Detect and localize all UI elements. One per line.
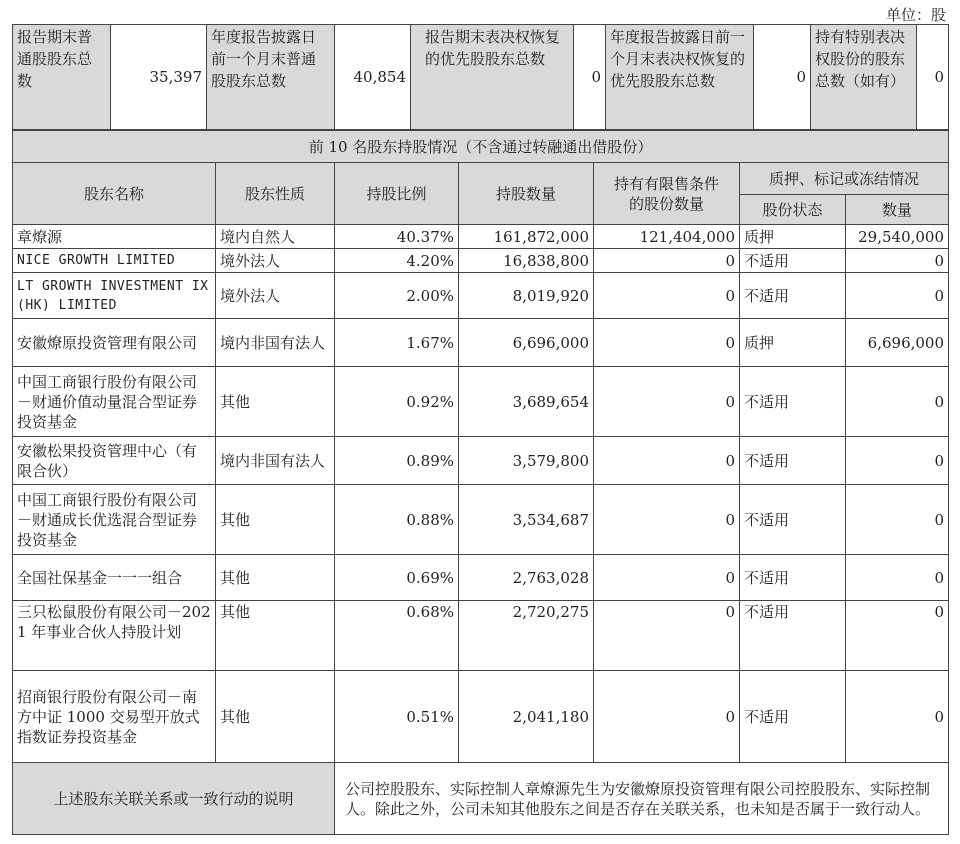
holder-name: 全国社保基金一一一组合 [13,555,216,601]
holder-status: 不适用 [740,671,846,763]
holder-restricted: 0 [594,273,740,319]
table-row [13,225,949,249]
holder-shares: 2,720,275 [459,601,594,671]
holder-name: 安徽燎原投资管理有限公司 [13,319,216,367]
holder-ratio: 0.89% [335,437,459,485]
table-row [13,671,949,763]
holder-restricted: 0 [594,319,740,367]
holder-ratio: 0.68% [335,601,459,671]
holder-ratio: 0.51% [335,671,459,763]
holder-nature: 境内自然人 [216,225,335,249]
summary-label: 持有特别表决权股份的股东总数（如有） [811,25,917,130]
relation-note-row [13,763,949,835]
table-row [13,273,949,319]
header-restricted: 持有有限售条件的股份数量 [594,163,740,225]
top10-shareholders-table [12,130,949,835]
header-ratio: 持股比例 [335,163,459,225]
summary-value: 0 [574,25,606,130]
holder-shares: 3,579,800 [459,437,594,485]
holder-name: NICE GROWTH LIMITED [13,249,216,273]
table-row [13,601,949,671]
holder-restricted: 0 [594,671,740,763]
summary-value: 0 [917,25,949,130]
holder-status: 不适用 [740,555,846,601]
header-pledge-qty: 数量 [846,195,949,225]
holder-restricted: 0 [594,437,740,485]
holder-status: 质押 [740,319,846,367]
relation-note-label: 上述股东关联关系或一致行动的说明 [13,763,335,835]
holder-name: LT GROWTH INVESTMENT IX (HK) LIMITED [13,273,216,319]
holder-status: 不适用 [740,367,846,437]
holder-ratio: 0.69% [335,555,459,601]
holder-shares: 8,019,920 [459,273,594,319]
holder-qty: 6,696,000 [846,319,949,367]
section-title-row [13,131,949,163]
holder-qty: 0 [846,249,949,273]
holder-qty: 0 [846,273,949,319]
holder-shares: 3,534,687 [459,485,594,555]
holder-status: 质押 [740,225,846,249]
holder-qty: 0 [846,437,949,485]
holder-status: 不适用 [740,485,846,555]
table-row [13,367,949,437]
table-row [13,437,949,485]
holder-status: 不适用 [740,273,846,319]
holder-restricted: 0 [594,485,740,555]
holder-restricted: 0 [594,367,740,437]
holder-nature: 境内非国有法人 [216,437,335,485]
holder-shares: 2,763,028 [459,555,594,601]
summary-label: 年度报告披露日前一个月末普通股股东总数 [207,25,335,130]
holder-status: 不适用 [740,249,846,273]
holder-shares: 6,696,000 [459,319,594,367]
header-name: 股东名称 [13,163,216,225]
holder-shares: 3,689,654 [459,367,594,437]
header-row [13,163,949,195]
holder-nature: 其他 [216,671,335,763]
holder-status: 不适用 [740,601,846,671]
holder-qty: 0 [846,485,949,555]
holder-nature: 境内非国有法人 [216,319,335,367]
holder-ratio: 0.92% [335,367,459,437]
holder-shares: 2,041,180 [459,671,594,763]
header-shares: 持股数量 [459,163,594,225]
holder-nature: 境外法人 [216,273,335,319]
holder-restricted: 0 [594,555,740,601]
table-row [13,555,949,601]
table-row [13,249,949,273]
summary-value: 0 [754,25,811,130]
holder-name: 中国工商银行股份有限公司－财通成长优选混合型证券投资基金 [13,485,216,555]
holder-qty: 29,540,000 [846,225,949,249]
holder-nature: 其他 [216,485,335,555]
holder-restricted: 121,404,000 [594,225,740,249]
holder-name: 招商银行股份有限公司－南方中证 1000 交易型开放式指数证券投资基金 [13,671,216,763]
summary-label: 报告期末普通股股东总数 [13,25,111,130]
holder-ratio: 0.88% [335,485,459,555]
holder-qty: 0 [846,555,949,601]
holder-nature: 境外法人 [216,249,335,273]
holder-ratio: 1.67% [335,319,459,367]
summary-row [13,25,949,130]
holder-name: 安徽松果投资管理中心（有限合伙） [13,437,216,485]
unit-label: 单位：股 [885,6,946,24]
holder-shares: 161,872,000 [459,225,594,249]
holder-ratio: 2.00% [335,273,459,319]
relation-note-text: 公司控股股东、实际控制人章燎源先生为安徽燎原投资管理有限公司控股股东、实际控制人。除此之外，公司未知其他股东之间是否存在关联关系，也未知是否属于一致行动人。 [335,763,949,835]
header-nature: 股东性质 [216,163,335,225]
holder-nature: 其他 [216,601,335,671]
holder-restricted: 0 [594,249,740,273]
table-row [13,485,949,555]
shareholder-summary-table [12,24,949,130]
holder-ratio: 4.20% [335,249,459,273]
holder-nature: 其他 [216,555,335,601]
holder-qty: 0 [846,671,949,763]
holder-shares: 16,838,800 [459,249,594,273]
holder-name: 中国工商银行股份有限公司－财通价值动量混合型证券投资基金 [13,367,216,437]
holder-status: 不适用 [740,437,846,485]
holder-restricted: 0 [594,601,740,671]
holder-qty: 0 [846,367,949,437]
holder-nature: 其他 [216,367,335,437]
header-pledge-group: 质押、标记或冻结情况 [740,163,949,195]
summary-label: 报告期末表决权恢复的优先股股东总数 [411,25,574,130]
table-row [13,319,949,367]
section-title: 前 10 名股东持股情况（不含通过转融通出借股份） [13,131,949,163]
holder-qty: 0 [846,601,949,671]
holder-name: 三只松鼠股份有限公司－2021 年事业合伙人持股计划 [13,601,216,671]
holder-name: 章燎源 [13,225,216,249]
summary-value: 40,854 [335,25,411,130]
summary-label: 年度报告披露日前一个月末表决权恢复的优先股股东总数 [606,25,754,130]
holder-ratio: 40.37% [335,225,459,249]
summary-value: 35,397 [111,25,207,130]
header-pledge-status: 股份状态 [740,195,846,225]
